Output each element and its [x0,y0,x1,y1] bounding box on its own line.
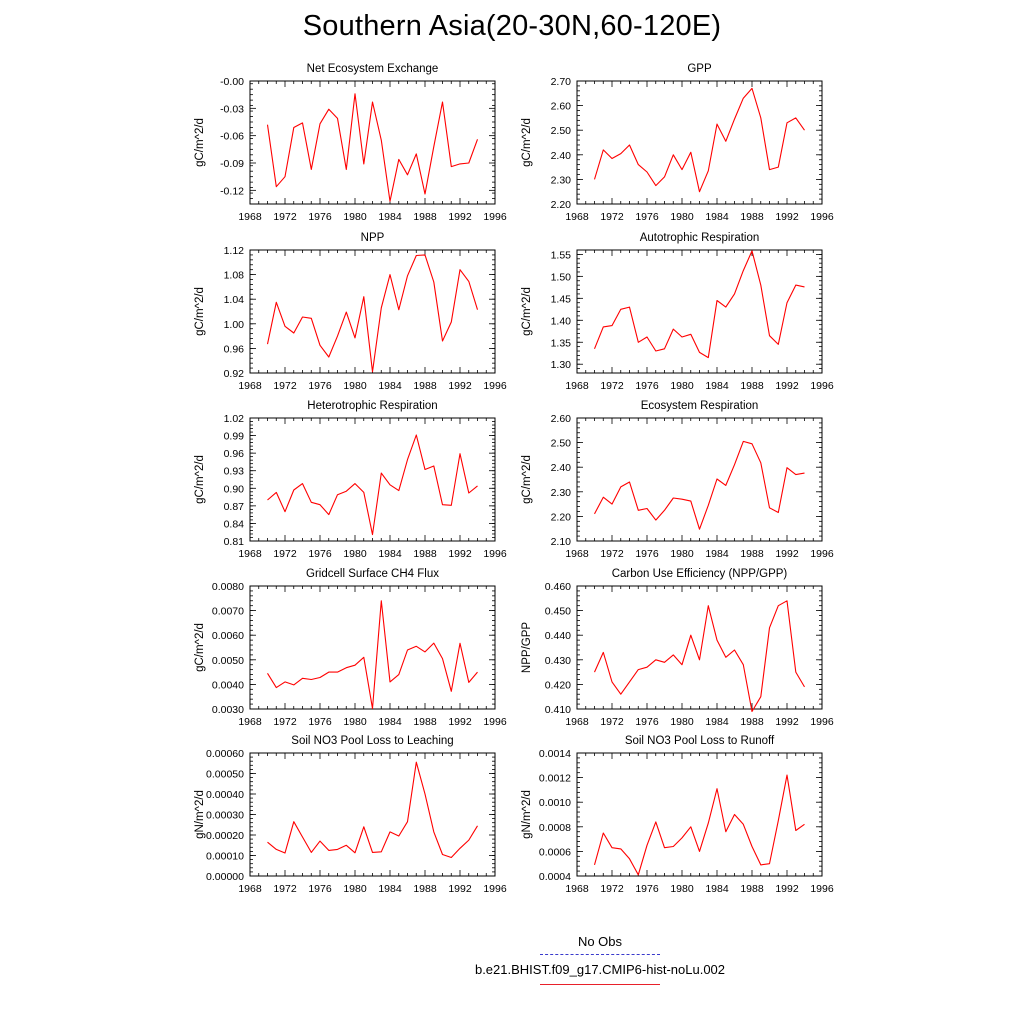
panel-6 [521,400,834,560]
panel-2 [521,63,834,223]
x-tick-label: 1988 [413,716,437,728]
y-tick-label: 2.60 [550,100,571,113]
x-tick-label: 1992 [448,548,472,560]
x-tick-label: 1988 [413,380,437,392]
panel-8 [521,568,834,728]
y-tick-label: 0.99 [223,430,244,443]
x-tick-label: 1992 [775,548,799,560]
y-tick-label: 1.30 [550,359,571,372]
panel-title: Autotrophic Respiration [639,232,760,244]
y-tick-label: 0.0080 [211,581,244,593]
x-tick-label: 1976 [635,883,659,895]
y-tick-label: 0.0006 [538,846,571,859]
x-tick-label: 1984 [705,716,729,728]
panel-4 [521,232,834,392]
y-axis-label: NPP/GPP [521,621,533,674]
x-tick-label: 1992 [775,716,799,728]
x-tick-label: 1996 [483,716,507,728]
x-tick-label: 1980 [670,380,694,392]
series-line [268,255,478,372]
y-tick-label: 0.87 [223,500,244,513]
panel-1 [194,63,507,223]
x-tick-label: 1980 [670,716,694,728]
x-tick-label: 1980 [343,883,367,895]
y-tick-label: 1.02 [223,413,244,425]
y-tick-label: 0.0010 [538,797,571,810]
x-tick-label: 1968 [238,883,262,895]
y-tick-label: 1.50 [550,271,571,284]
y-axis-label: gC/m^2/d [194,118,206,167]
x-tick-label: 1972 [273,883,297,895]
y-tick-label: 0.93 [223,465,244,478]
y-tick-label: -0.00 [220,76,244,88]
x-tick-label: 1968 [565,883,589,895]
panel-frame [250,418,495,541]
y-tick-label: 0.00060 [206,748,244,760]
y-tick-label: 2.10 [550,536,571,548]
series-line [268,762,478,857]
x-tick-label: 1984 [378,211,402,223]
y-axis-label: gC/m^2/d [194,623,206,672]
y-tick-label: 0.00030 [206,809,244,822]
y-tick-label: 0.0040 [211,679,244,692]
series-line [268,601,478,709]
series-line [595,775,805,875]
x-tick-label: 1972 [273,548,297,560]
x-tick-label: 1992 [775,380,799,392]
x-tick-label: 1988 [413,548,437,560]
y-tick-label: 0.420 [544,679,571,692]
x-tick-label: 1976 [308,883,332,895]
x-tick-label: 1996 [483,548,507,560]
y-tick-label: 2.20 [550,199,571,211]
x-tick-label: 1996 [810,716,834,728]
x-tick-label: 1988 [740,883,764,895]
y-axis-label: gC/m^2/d [521,118,533,167]
y-tick-label: 0.0030 [211,704,244,716]
x-tick-label: 1972 [600,380,624,392]
y-tick-label: 0.0070 [211,605,244,618]
x-tick-label: 1988 [413,211,437,223]
y-tick-label: 1.35 [550,337,571,350]
y-tick-label: 0.84 [223,518,244,531]
y-axis-label: gN/m^2/d [194,790,206,839]
y-tick-label: 2.40 [550,462,571,475]
panel-title: Gridcell Surface CH4 Flux [306,568,439,580]
x-tick-label: 1984 [378,716,402,728]
x-tick-label: 1996 [810,548,834,560]
x-tick-label: 1988 [413,883,437,895]
panel-title: Carbon Use Efficiency (NPP/GPP) [611,568,788,580]
y-tick-label: 2.70 [550,76,571,88]
y-tick-label: 0.0004 [538,871,571,883]
x-tick-label: 1980 [343,380,367,392]
x-tick-label: 1992 [448,716,472,728]
x-tick-label: 1980 [670,883,694,895]
series-line [595,601,805,712]
x-tick-label: 1980 [670,548,694,560]
panel-title: Soil NO3 Pool Loss to Leaching [291,735,454,747]
y-tick-label: 0.430 [544,654,571,667]
panel-title: Ecosystem Respiration [640,400,759,412]
legend-case-line [540,984,660,985]
x-tick-label: 1972 [600,883,624,895]
y-tick-label: 1.00 [223,318,244,331]
x-tick-label: 1976 [635,380,659,392]
x-tick-label: 1980 [343,211,367,223]
x-tick-label: 1972 [273,716,297,728]
x-tick-label: 1984 [378,883,402,895]
y-tick-label: 0.92 [223,368,244,380]
y-tick-label: 1.08 [223,269,244,282]
x-tick-label: 1976 [635,211,659,223]
y-axis-label: gC/m^2/d [521,287,533,336]
x-tick-label: 1996 [810,211,834,223]
y-tick-label: -0.12 [220,185,244,198]
y-tick-label: 0.460 [544,581,571,593]
series-line [268,435,478,535]
panel-frame [250,586,495,709]
x-tick-label: 1992 [448,211,472,223]
series-line [595,251,805,358]
x-tick-label: 1976 [635,548,659,560]
y-tick-label: 2.50 [550,125,571,138]
y-tick-label: 1.04 [223,294,244,307]
panel-title: Heterotrophic Respiration [307,400,438,412]
x-tick-label: 1996 [483,211,507,223]
y-tick-label: 1.55 [550,249,571,262]
panel-frame [250,753,495,876]
y-tick-label: 0.0060 [211,630,244,643]
x-tick-label: 1968 [238,716,262,728]
x-tick-label: 1968 [565,548,589,560]
y-axis-label: gC/m^2/d [521,455,533,504]
x-tick-label: 1972 [600,211,624,223]
y-tick-label: 1.12 [223,245,244,257]
y-tick-label: 0.0050 [211,654,244,667]
legend-obs-label: No Obs [577,934,623,949]
x-tick-label: 1992 [448,883,472,895]
y-tick-label: 0.00050 [206,768,244,781]
series-line [595,441,805,529]
x-tick-label: 1996 [810,883,834,895]
y-tick-label: 2.30 [550,174,571,187]
x-tick-label: 1968 [238,380,262,392]
y-tick-label: 2.50 [550,437,571,450]
legend [380,928,820,998]
x-tick-label: 1972 [600,548,624,560]
panel-frame [577,81,822,204]
y-tick-label: -0.06 [220,130,244,143]
figure-title: Southern Asia(20-30N,60-120E) [302,10,722,42]
legend-case-label: b.e21.BHIST.f09_g17.CMIP6-hist-noLu.002 [474,962,726,977]
series-line [268,94,478,202]
y-tick-label: 0.81 [223,536,244,548]
x-tick-label: 1976 [308,211,332,223]
y-axis-label: gN/m^2/d [521,790,533,839]
x-tick-label: 1992 [448,380,472,392]
x-tick-label: 1968 [565,380,589,392]
panel-frame [250,81,495,204]
x-tick-label: 1984 [378,380,402,392]
y-tick-label: 0.00020 [206,830,244,842]
x-tick-label: 1968 [238,211,262,223]
x-tick-label: 1984 [705,883,729,895]
x-tick-label: 1996 [810,380,834,392]
panel-7 [194,568,507,728]
y-tick-label: 0.0012 [538,772,571,785]
panel-title: NPP [360,232,385,244]
x-tick-label: 1980 [343,548,367,560]
x-tick-label: 1976 [308,716,332,728]
y-tick-label: 0.90 [223,483,244,496]
x-tick-label: 1996 [483,883,507,895]
x-tick-label: 1984 [705,211,729,223]
y-tick-label: 2.40 [550,149,571,162]
x-tick-label: 1972 [273,380,297,392]
x-tick-label: 1980 [670,211,694,223]
panel-5 [194,400,507,560]
panel-10 [521,735,834,895]
panel-title: GPP [687,63,712,75]
y-tick-label: 0.0014 [538,748,571,760]
x-tick-label: 1980 [343,716,367,728]
x-tick-label: 1972 [273,211,297,223]
x-tick-label: 1968 [565,211,589,223]
y-axis-label: gC/m^2/d [194,455,206,504]
panel-title: Soil NO3 Pool Loss to Runoff [624,735,775,747]
panel-frame [577,753,822,876]
panel-title: Net Ecosystem Exchange [306,63,439,75]
y-tick-label: 0.00000 [206,871,244,883]
series-line [595,88,805,191]
x-tick-label: 1976 [635,716,659,728]
y-tick-label: 0.450 [544,605,571,618]
y-tick-label: -0.09 [220,158,244,170]
panel-frame [577,586,822,709]
x-tick-label: 1996 [483,380,507,392]
panel-3 [194,232,507,392]
y-tick-label: 1.45 [550,293,571,306]
x-tick-label: 1984 [705,548,729,560]
y-tick-label: 0.440 [544,630,571,643]
x-tick-label: 1988 [740,211,764,223]
x-tick-label: 1972 [600,716,624,728]
panel-frame [250,250,495,373]
y-tick-label: 1.40 [550,315,571,328]
y-tick-label: -0.03 [220,103,244,116]
x-tick-label: 1976 [308,548,332,560]
y-tick-label: 0.410 [544,704,571,716]
y-tick-label: 0.0008 [538,821,571,834]
x-tick-label: 1992 [775,883,799,895]
y-tick-label: 0.00040 [206,789,244,801]
x-tick-label: 1984 [705,380,729,392]
x-tick-label: 1988 [740,548,764,560]
y-tick-label: 2.60 [550,413,571,425]
x-tick-label: 1984 [378,548,402,560]
y-tick-label: 2.20 [550,511,571,524]
y-tick-label: 0.96 [223,448,244,461]
x-tick-label: 1988 [740,716,764,728]
legend-obs-line [540,954,660,955]
y-tick-label: 2.30 [550,486,571,499]
panel-9 [194,735,507,895]
x-tick-label: 1968 [238,548,262,560]
y-tick-label: 0.96 [223,343,244,356]
y-axis-label: gC/m^2/d [194,287,206,336]
y-tick-label: 0.00010 [206,850,244,863]
x-tick-label: 1988 [740,380,764,392]
x-tick-label: 1992 [775,211,799,223]
x-tick-label: 1976 [308,380,332,392]
x-tick-label: 1968 [565,716,589,728]
